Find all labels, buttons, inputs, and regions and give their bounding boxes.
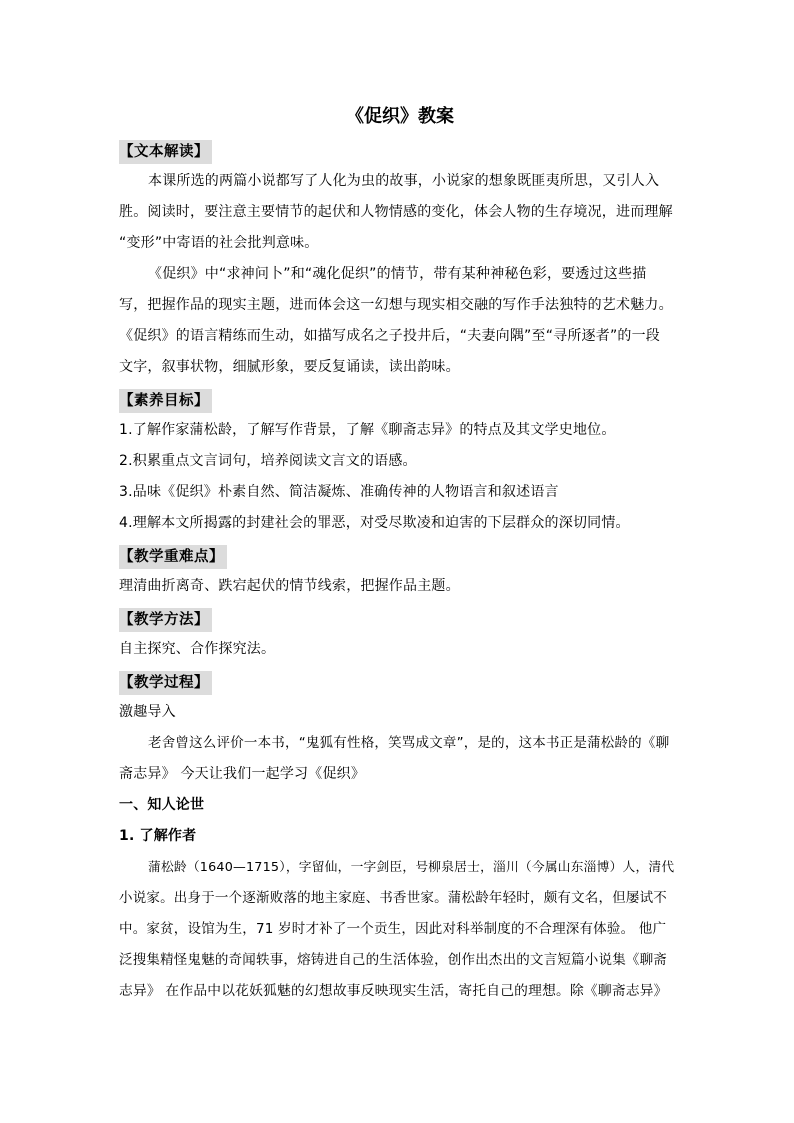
section-heading-goals: 【素养目标】 — [119, 389, 675, 415]
intro-label: 激趣导入 — [119, 704, 176, 720]
page-title: 《促织》教案 — [346, 106, 454, 127]
reading-paragraph-3-line-2: 文字，叙事状物，细腻形象，要反复诵读，读出韵味。 — [119, 359, 460, 375]
document-body — [119, 100, 675, 1007]
section-heading-process: 【教学过程】 — [119, 671, 675, 697]
section-heading-difficulty: 【教学重难点】 — [119, 545, 675, 571]
item-heading-1: 1. 了解作者 — [119, 828, 197, 844]
author-line-3: 中。家贫，设馆为生，71 岁时才补了一个贡生，因此对科举制度的不合理深有体验。 他广 — [119, 921, 667, 937]
method-text: 自主探究、合作探究法。 — [119, 641, 276, 657]
section-heading-text-reading: 【文本解读】 — [119, 140, 675, 166]
part-heading-1: 一、知人论世 — [119, 797, 205, 813]
reading-paragraph-1-line-2: 胜。阅读时，要注意主要情节的起伏和人物情感的变化，体会人物的生存境况，进而理解 — [119, 204, 673, 220]
reading-paragraph-3-line-1: 《促织》的语言精练而生动，如描写成名之子投井后，“夫妻向隅”至“寻所逐者”的一段 — [119, 328, 661, 344]
author-line-1: 蒲松龄（1640—1715），字留仙，一字剑臣，号柳泉居士，淄川（今属山东淄博）人，清代 — [148, 860, 675, 875]
author-line-4: 泛搜集精怪鬼魅的奇闻轶事，熔铸进自己的生活体验，创作出杰出的文言短篇小说集《聊斋 — [119, 952, 667, 968]
author-line-5: 志异》 在作品中以花妖狐魅的幻想故事反映现实生活，寄托自己的理想。除《聊斋志异》 — [119, 983, 668, 999]
reading-paragraph-1-line-1: 本课所选的两篇小说都写了人化为虫的故事，小说家的想象既匪夷所思，又引人入 — [148, 173, 660, 189]
author-line-2: 小说家。出身于一个逐渐败落的地主家庭、书香世家。蒲松龄年轻时，颇有文名，但屡试不 — [119, 890, 667, 906]
reading-paragraph-2-line-1: 《促织》中“求神问卜”和“魂化促织”的情节，带有某种神秘色彩，要透过这些描 — [148, 266, 647, 282]
intro-line-2: 斋志异》 今天让我们一起学习《促织》 — [119, 766, 366, 782]
intro-line-1: 老舍曾这么评价一本书，“鬼狐有性格，笑骂成文章”，是的，这本书正是蒲松龄的《聊 — [148, 735, 670, 751]
difficulty-text: 理清曲折离奇、跌宕起伏的情节线索，把握作品主题。 — [119, 578, 460, 594]
reading-paragraph-1-line-3: “变形”中寄语的社会批判意味。 — [119, 235, 319, 251]
reading-paragraph-2-line-2: 写，把握作品的现实主题，进而体会这一幻想与现实相交融的写作手法独特的艺术魅力。 — [119, 297, 673, 313]
goal-item-2: 2.积累重点文言词句，培养阅读文言文的语感。 — [119, 453, 417, 469]
section-heading-method: 【教学方法】 — [119, 608, 675, 634]
goal-item-3: 3.品味《促织》朴素自然、简洁凝炼、准确传神的人物语言和叙述语言 — [119, 484, 559, 500]
goal-item-1: 1.了解作家蒲松龄，了解写作背景，了解《聊斋志异》的特点及其文学史地位。 — [119, 422, 616, 438]
goal-item-4: 4.理解本文所揭露的封建社会的罪恶，对受尽欺凌和迫害的下层群众的深切同情。 — [119, 515, 630, 531]
